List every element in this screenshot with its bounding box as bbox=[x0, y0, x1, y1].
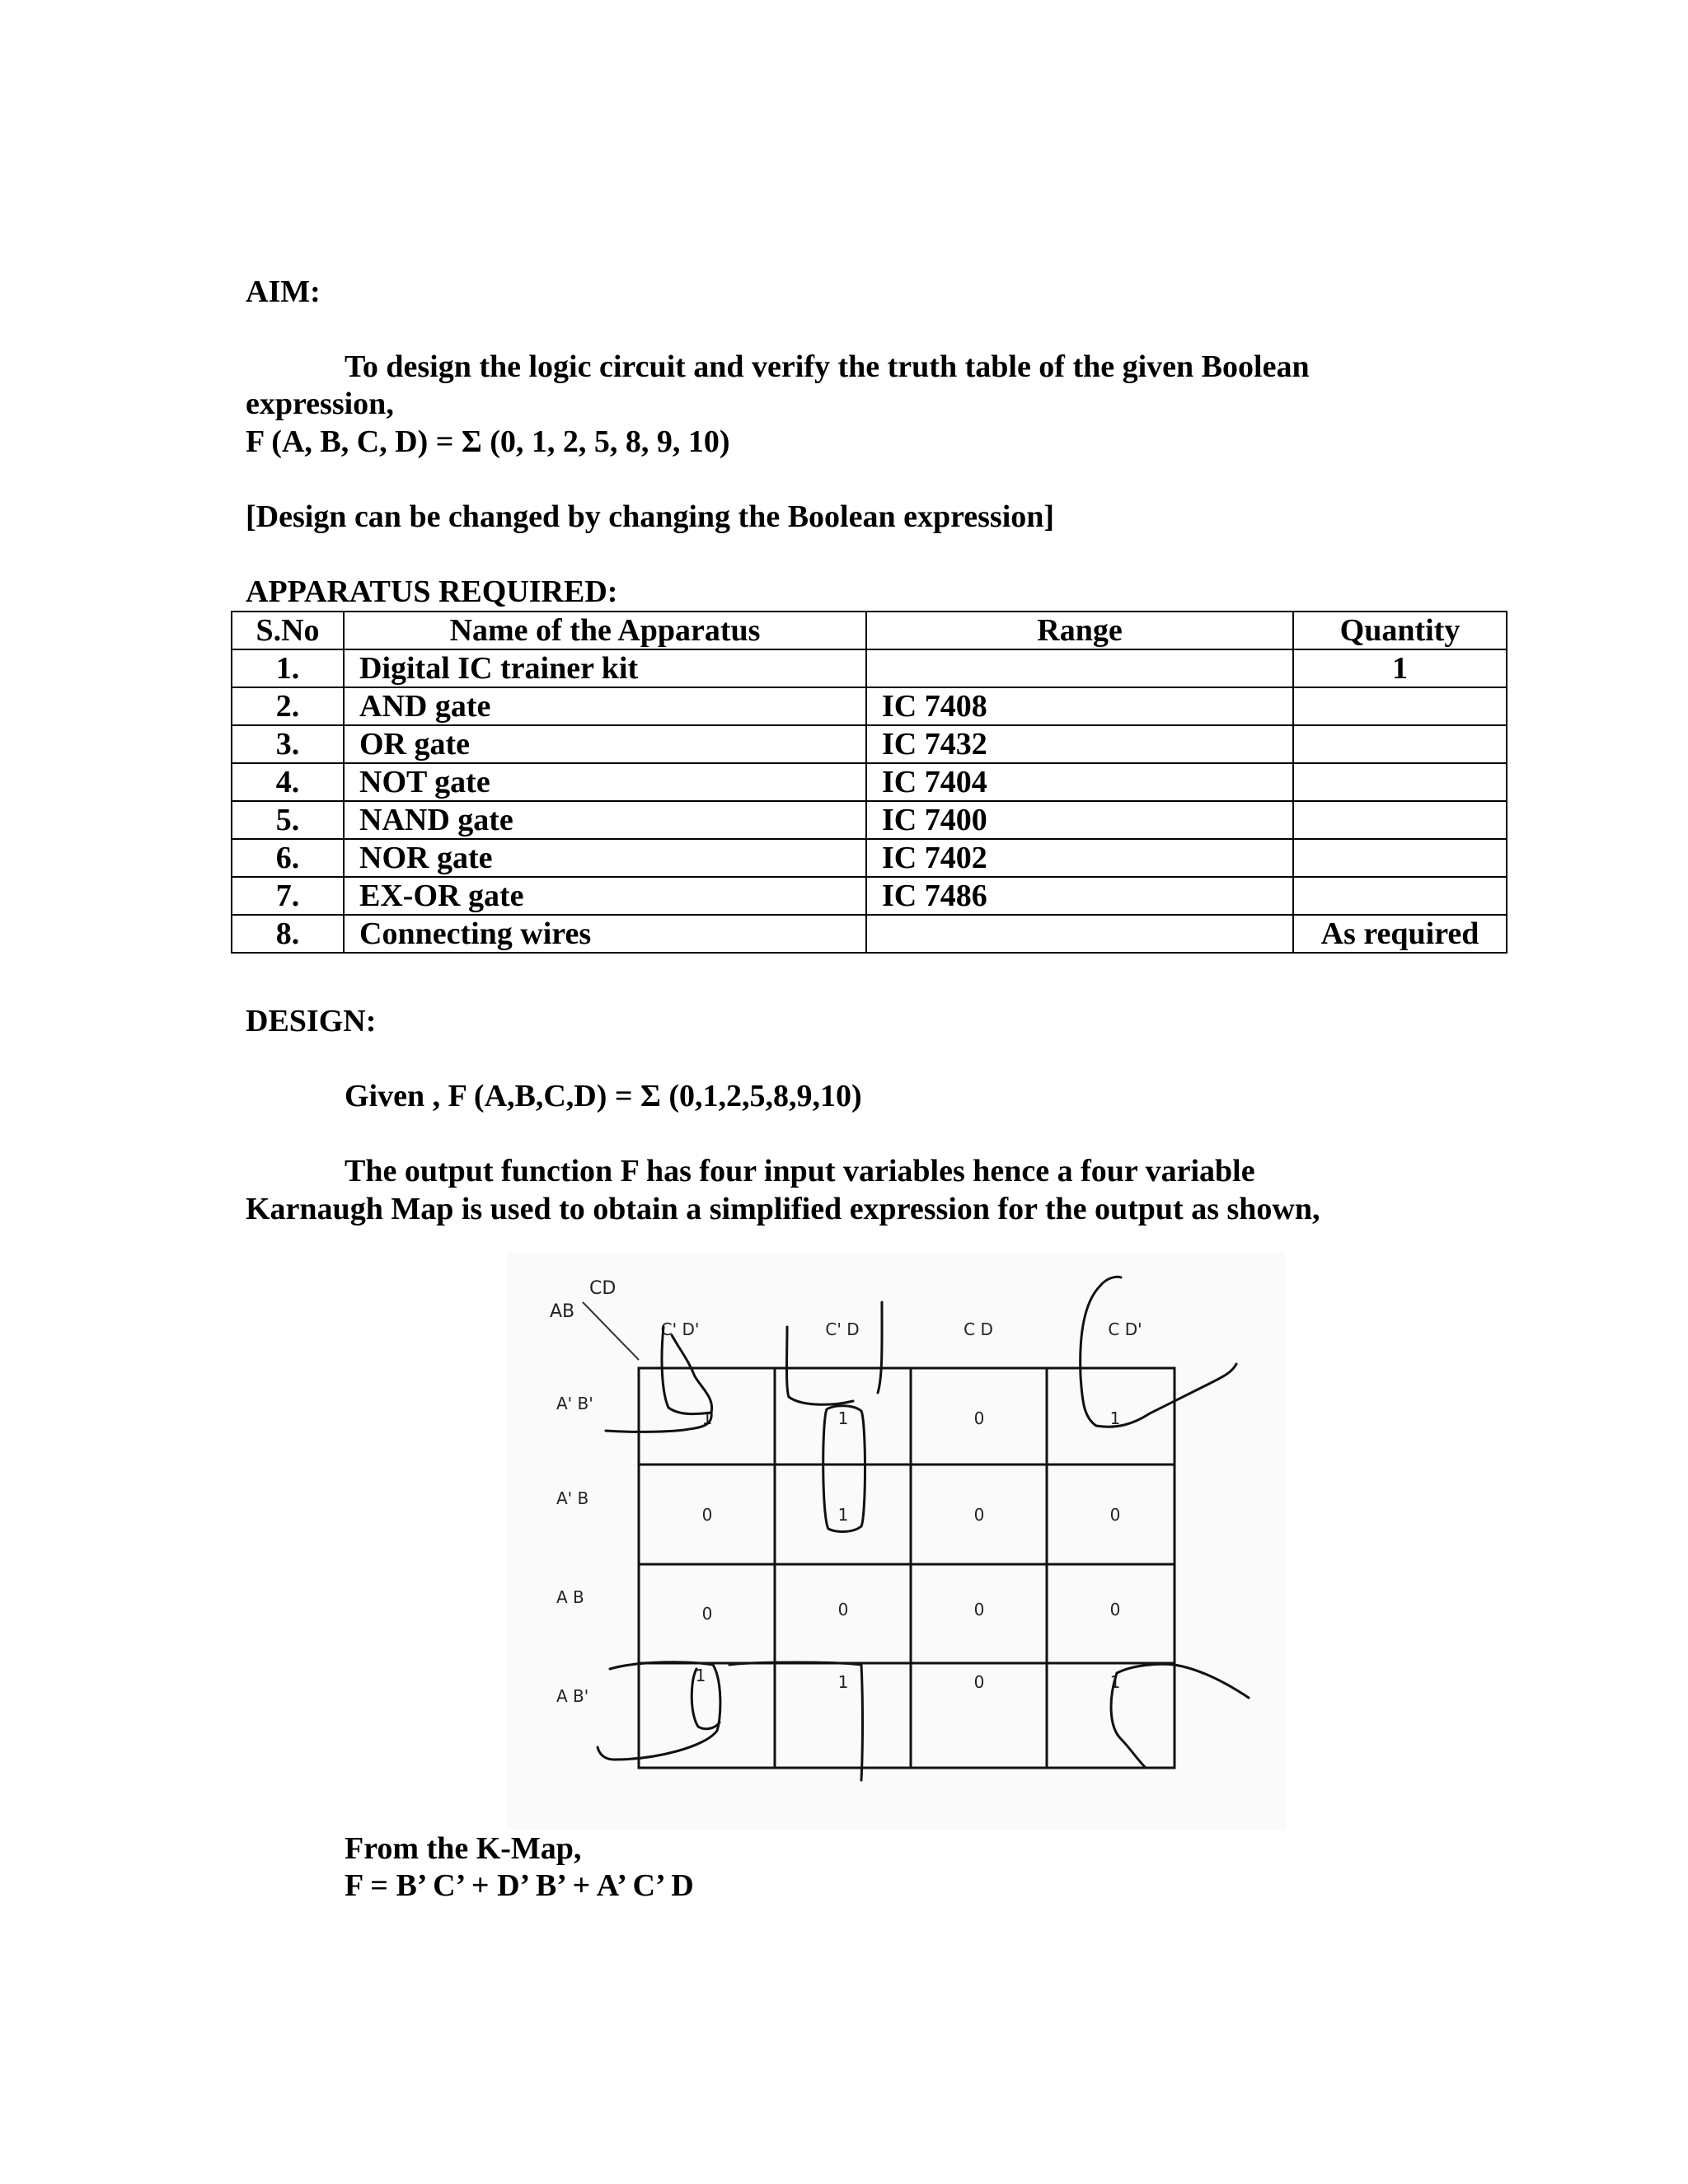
apparatus-heading: APPARATUS REQUIRED: bbox=[246, 574, 618, 609]
cell-sno: 3. bbox=[232, 725, 344, 763]
table-row bbox=[232, 687, 1507, 725]
kmap-row-header: A B bbox=[556, 1587, 584, 1607]
cell-name: NOR gate bbox=[344, 839, 866, 877]
table-row bbox=[232, 915, 1507, 953]
design-para-line-2: Karnaugh Map is used to obtain a simplified expression for the output as shown, bbox=[246, 1192, 1320, 1226]
cell-quantity bbox=[1293, 687, 1507, 725]
design-heading: DESIGN: bbox=[246, 1004, 377, 1038]
cell-quantity bbox=[1293, 763, 1507, 801]
kmap-corner-col-label: CD bbox=[589, 1278, 617, 1299]
table-row bbox=[232, 763, 1507, 801]
kmap-col-header: C D bbox=[964, 1319, 993, 1339]
cell-name: Connecting wires bbox=[344, 915, 866, 953]
result-expression: F = B’ C’ + D’ B’ + A’ C’ D bbox=[345, 1868, 694, 1903]
kmap-corner-row-label: AB bbox=[550, 1301, 575, 1322]
cell-range bbox=[866, 649, 1293, 687]
cell-name: AND gate bbox=[344, 687, 866, 725]
cell-range bbox=[866, 915, 1293, 953]
column-header-sno: S.No bbox=[232, 612, 344, 649]
cell-name: OR gate bbox=[344, 725, 866, 763]
cell-quantity: As required bbox=[1293, 915, 1507, 953]
cell-sno: 4. bbox=[232, 763, 344, 801]
kmap-cell: 0 bbox=[701, 1505, 713, 1525]
cell-quantity: 1 bbox=[1293, 649, 1507, 687]
table-row bbox=[232, 839, 1507, 877]
table-row bbox=[232, 801, 1507, 839]
kmap-row-header: A' B' bbox=[556, 1394, 593, 1413]
kmap-col-header: C D' bbox=[1108, 1319, 1142, 1339]
design-para-line-1: The output function F has four input variables hence a four variable bbox=[345, 1154, 1255, 1188]
kmap-cell: 1 bbox=[695, 1666, 706, 1685]
kmap-background bbox=[507, 1253, 1286, 1830]
column-header-name: Name of the Apparatus bbox=[344, 612, 866, 649]
karnaugh-map bbox=[507, 1253, 1286, 1830]
cell-range: IC 7486 bbox=[866, 877, 1293, 915]
kmap-cell: 0 bbox=[1109, 1600, 1121, 1619]
kmap-row-header: A B' bbox=[556, 1686, 589, 1706]
column-header-quantity: Quantity bbox=[1293, 612, 1507, 649]
cell-sno: 2. bbox=[232, 687, 344, 725]
cell-sno: 5. bbox=[232, 801, 344, 839]
cell-sno: 1. bbox=[232, 649, 344, 687]
table-row bbox=[232, 877, 1507, 915]
cell-quantity bbox=[1293, 801, 1507, 839]
kmap-row-header: A' B bbox=[556, 1488, 589, 1508]
kmap-col-header: C' D bbox=[825, 1319, 860, 1339]
aim-heading: AIM: bbox=[246, 274, 321, 309]
kmap-col-header: C' D' bbox=[660, 1319, 700, 1339]
aim-line-1: To design the logic circuit and verify the truth table of the given Boolean bbox=[345, 349, 1310, 384]
design-given: Given , F (A,B,C,D) = Σ (0,1,2,5,8,9,10) bbox=[345, 1079, 862, 1113]
cell-range: IC 7404 bbox=[866, 763, 1293, 801]
cell-quantity bbox=[1293, 839, 1507, 877]
kmap-cell: 0 bbox=[973, 1505, 985, 1525]
kmap-cell: 0 bbox=[973, 1600, 985, 1619]
kmap-cell: 0 bbox=[973, 1408, 985, 1428]
cell-quantity bbox=[1293, 877, 1507, 915]
cell-quantity bbox=[1293, 725, 1507, 763]
kmap-cell: 0 bbox=[837, 1600, 849, 1619]
kmap-cell: 1 bbox=[1109, 1408, 1121, 1428]
aim-line-2: expression, bbox=[246, 387, 394, 421]
cell-name: NAND gate bbox=[344, 801, 866, 839]
design-note: [Design can be changed by changing the Boolean expression] bbox=[246, 499, 1055, 534]
table-row bbox=[232, 725, 1507, 763]
cell-range: IC 7402 bbox=[866, 839, 1293, 877]
column-header-range: Range bbox=[866, 612, 1293, 649]
cell-range: IC 7408 bbox=[866, 687, 1293, 725]
result-intro: From the K-Map, bbox=[345, 1831, 582, 1866]
cell-name: EX-OR gate bbox=[344, 877, 866, 915]
cell-sno: 7. bbox=[232, 877, 344, 915]
cell-sno: 6. bbox=[232, 839, 344, 877]
kmap-cell: 1 bbox=[837, 1505, 849, 1525]
kmap-cell: 1 bbox=[701, 1408, 713, 1428]
cell-name: NOT gate bbox=[344, 763, 866, 801]
cell-range: IC 7432 bbox=[866, 725, 1293, 763]
table-header-row bbox=[232, 612, 1507, 649]
kmap-cell: 1 bbox=[837, 1672, 849, 1692]
kmap-cell: 0 bbox=[701, 1604, 713, 1624]
cell-sno: 8. bbox=[232, 915, 344, 953]
cell-range: IC 7400 bbox=[866, 801, 1293, 839]
kmap-cell: 1 bbox=[1109, 1672, 1121, 1692]
kmap-cell: 0 bbox=[1109, 1505, 1121, 1525]
table-row bbox=[232, 649, 1507, 687]
cell-name: Digital IC trainer kit bbox=[344, 649, 866, 687]
apparatus-table bbox=[231, 611, 1507, 954]
kmap-cell: 1 bbox=[837, 1408, 849, 1428]
kmap-cell: 0 bbox=[973, 1672, 985, 1692]
aim-expression: F (A, B, C, D) = Σ (0, 1, 2, 5, 8, 9, 10) bbox=[246, 424, 730, 459]
